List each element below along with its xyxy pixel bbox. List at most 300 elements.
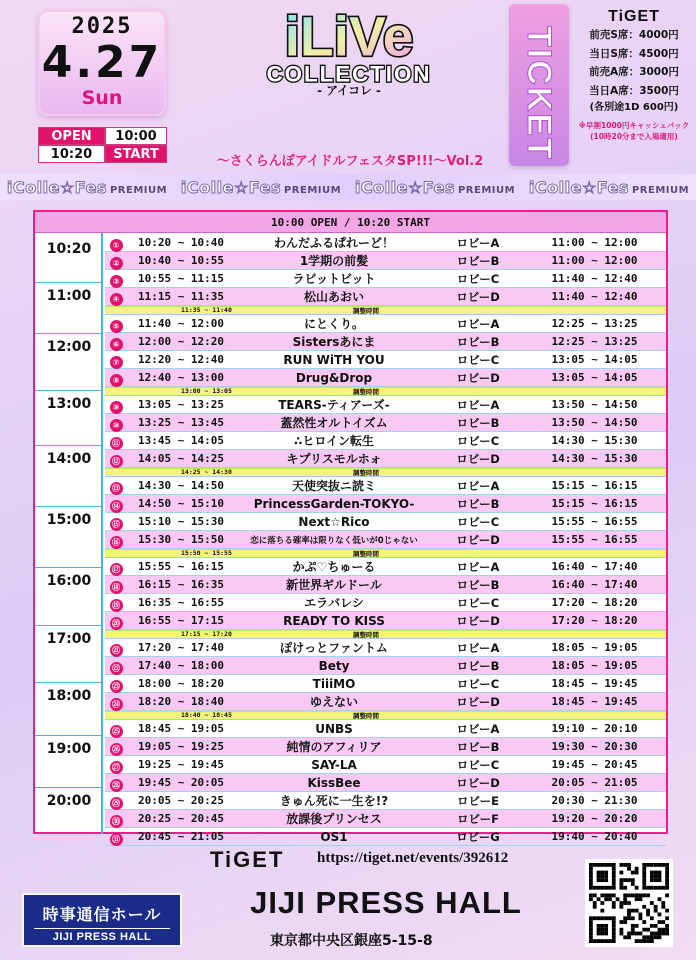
slot-number	[105, 251, 127, 270]
stage-time: 11:40 ~ 12:00	[137, 317, 225, 330]
lobby-name: ロビーC	[456, 595, 500, 610]
hour-divider	[35, 682, 103, 683]
adjustment-break	[105, 549, 666, 558]
fes-banner-logo	[355, 178, 515, 197]
lobby-name: ロビーA	[456, 235, 500, 250]
price-item: 当日S席：4500円	[589, 47, 679, 60]
table-row	[105, 792, 666, 810]
stage-time: 14:30 ~ 14:50	[137, 479, 225, 492]
lobby-name: ロビーD	[456, 613, 500, 628]
lobby-name: ロビーA	[456, 478, 500, 493]
slot-number-badge: ㉛	[110, 833, 123, 846]
artist-name: にとくり。	[303, 317, 364, 331]
break-time: 17:15 ~ 17:20	[181, 630, 232, 638]
adjustment-break	[105, 630, 666, 639]
lobby-name: ロビーB	[456, 496, 500, 511]
stage-time: 13:45 ~ 14:05	[137, 434, 225, 447]
lobby-time: 16:40 ~ 17:40	[551, 578, 638, 591]
event-weekday: Sun	[81, 87, 123, 109]
hour-label: 10:20	[46, 241, 92, 257]
lobby-time: 13:05 ~ 14:05	[551, 371, 638, 384]
event-date: 4.27	[41, 37, 163, 88]
stage-time: 19:25 ~ 19:45	[137, 758, 225, 771]
hour-label: 11:00	[46, 288, 92, 304]
hour-divider	[35, 333, 103, 334]
slot-number	[105, 656, 127, 675]
artist-name: Next☆Rico	[298, 514, 370, 529]
ticket-tab	[509, 4, 569, 166]
fes-banner-tag: PREMIUM	[457, 184, 516, 196]
lobby-name: ロビーC	[456, 676, 500, 691]
stage-time: 14:50 ~ 15:10	[137, 497, 225, 510]
slot-number	[105, 809, 127, 828]
slot-number	[105, 530, 127, 549]
lobby-time: 13:05 ~ 14:05	[551, 353, 638, 366]
lobby-time: 15:15 ~ 16:15	[551, 497, 638, 510]
table-row	[105, 513, 666, 531]
cashback-line: ※早割1000円キャッシュバック	[578, 121, 690, 130]
lobby-name: ロビーD	[456, 532, 500, 547]
lobby-name: ロビーB	[456, 739, 500, 754]
slot-number	[105, 332, 127, 351]
fes-banner-logo	[181, 178, 341, 197]
stage-time: 13:25 ~ 13:45	[137, 416, 225, 429]
drink-note: (各別途1D 600円)	[589, 102, 679, 113]
slot-number	[105, 449, 127, 468]
fes-banner-tag: PREMIUM	[283, 184, 342, 196]
lobby-name: ロビーA	[456, 559, 500, 574]
artist-name: エラバレシ	[304, 596, 364, 610]
slot-number-badge: ⑰	[110, 563, 123, 576]
table-row	[105, 810, 666, 828]
lobby-name: ロビーD	[456, 775, 500, 790]
artist-name: TEARS-ティアーズ-	[278, 398, 390, 412]
fes-banner-tag: PREMIUM	[631, 184, 690, 196]
slot-number-badge: ㉓	[110, 680, 123, 693]
tiget-brand: TiGET	[608, 8, 660, 25]
table-row	[105, 756, 666, 774]
artist-name: 蓋然性オルトイズム	[280, 416, 388, 430]
table-row	[105, 252, 666, 270]
break-label: 調整時間	[353, 550, 379, 558]
hour-divider	[35, 390, 103, 391]
slot-number-badge: ⑥	[110, 338, 123, 351]
lobby-name: ロビーB	[456, 658, 500, 673]
adjustment-break	[105, 468, 666, 477]
stage-time: 17:20 ~ 17:40	[137, 641, 225, 654]
hour-label: 13:00	[46, 396, 92, 412]
slot-number-badge: ⑮	[110, 518, 123, 531]
artist-name: UNBS	[315, 721, 353, 736]
lobby-name: ロビーD	[456, 694, 500, 709]
price-list	[574, 8, 694, 142]
artist-name: きゅん死に一生を!?	[279, 794, 389, 808]
stage-time: 19:45 ~ 20:05	[137, 776, 225, 789]
slot-number-badge: ㉖	[110, 743, 123, 756]
slot-number	[105, 755, 127, 774]
slot-number	[105, 791, 127, 810]
slot-number	[105, 413, 127, 432]
break-label: 調整時間	[353, 712, 379, 720]
table-row	[105, 477, 666, 495]
lobby-time: 15:55 ~ 16:55	[551, 533, 638, 546]
stage-time: 12:00 ~ 12:20	[137, 335, 225, 348]
lobby-time: 11:00 ~ 12:00	[551, 236, 638, 249]
lobby-name: ロビーB	[456, 415, 500, 430]
venue-logo	[22, 893, 182, 947]
artist-name: TiiiMO	[312, 676, 356, 691]
slot-number	[105, 593, 127, 612]
timetable	[33, 210, 668, 844]
artist-name: 恋に落ちる確率は限りなく低いが0じゃない	[250, 535, 418, 546]
hour-divider	[35, 625, 103, 626]
ticket-url-link[interactable]: https://tiget.net/events/392612	[317, 850, 509, 866]
venue-address: 東京都中央区銀座5-15-8	[270, 933, 433, 949]
artist-name: RUN WiTH YOU	[283, 352, 385, 367]
artist-name: ラビットビット	[292, 272, 376, 286]
slot-number-badge: ⑧	[110, 374, 123, 387]
break-time: 14:25 ~ 14:30	[181, 468, 232, 476]
slot-number-badge: ②	[110, 257, 123, 270]
artist-name: READY TO KISS	[283, 613, 385, 628]
table-row	[105, 639, 666, 657]
date-box	[38, 10, 166, 116]
lobby-name: ロビーB	[456, 577, 500, 592]
hour-divider	[35, 735, 103, 736]
hour-divider	[35, 567, 103, 568]
ilive-collection-logo	[205, 4, 493, 96]
artist-name: 新世界ギルドール	[286, 578, 382, 592]
fes-banner-strip	[0, 174, 696, 200]
table-row	[105, 531, 666, 549]
stage-time: 12:20 ~ 12:40	[137, 353, 225, 366]
table-row	[105, 396, 666, 414]
stage-time: 10:40 ~ 10:55	[137, 254, 225, 267]
slot-number-badge: ⑫	[110, 455, 123, 468]
ticket-tab-label: TICKET	[520, 26, 558, 161]
slot-number	[105, 269, 127, 288]
hour-label: 20:00	[46, 793, 92, 809]
hour-label: 18:00	[46, 688, 92, 704]
artist-name: 1学期の前髪	[299, 254, 369, 268]
slot-number-badge: ③	[110, 275, 123, 288]
slot-number	[105, 575, 127, 594]
footer-tiget-brand: TiGET	[210, 847, 285, 872]
slot-number	[105, 431, 127, 450]
hour-label: 17:00	[46, 631, 92, 647]
hour-divider	[35, 445, 103, 446]
artist-name: Drug&Drop	[295, 370, 373, 385]
lobby-time: 13:50 ~ 14:50	[551, 398, 638, 411]
slot-number	[105, 494, 127, 513]
table-row	[105, 432, 666, 450]
table-row	[105, 720, 666, 738]
lobby-time: 19:40 ~ 20:40	[551, 830, 638, 843]
slot-number-badge: ㉘	[110, 779, 123, 792]
table-row	[105, 558, 666, 576]
stage-time: 10:20 ~ 10:40	[137, 236, 225, 249]
stage-time: 15:30 ~ 15:50	[137, 533, 225, 546]
slot-number-badge: ㉙	[110, 797, 123, 810]
slot-number-badge: ㉔	[110, 698, 123, 711]
stage-time: 18:00 ~ 18:20	[137, 677, 225, 690]
stage-time: 16:35 ~ 16:55	[137, 596, 225, 609]
artist-name: Bety	[318, 658, 350, 673]
slot-number-badge: ⑨	[110, 401, 123, 414]
stage-time: 18:20 ~ 18:40	[137, 695, 225, 708]
open-time: 10:00	[105, 127, 167, 145]
lobby-time: 19:30 ~ 20:30	[551, 740, 638, 753]
table-row	[105, 369, 666, 387]
adjustment-break	[105, 711, 666, 720]
slot-number	[105, 395, 127, 414]
lobby-name: ロビーF	[457, 811, 499, 826]
hour-label: 16:00	[46, 573, 92, 589]
slot-number-badge: ⑤	[110, 320, 123, 333]
lobby-name: ロビーD	[456, 370, 500, 385]
logo-aikore-text: - アイコレ -	[317, 83, 381, 98]
fes-banner-logo	[529, 178, 689, 197]
table-row	[105, 738, 666, 756]
artist-name: ゆえない	[309, 695, 358, 709]
slot-number-badge: ④	[110, 293, 123, 306]
break-label: 調整時間	[353, 631, 379, 639]
artist-name: 純情のアフィリア	[286, 740, 382, 754]
slot-number-badge: ㉑	[110, 644, 123, 657]
lobby-name: ロビーE	[457, 793, 499, 808]
lobby-name: ロビーC	[456, 352, 500, 367]
lobby-time: 18:05 ~ 19:05	[551, 641, 638, 654]
stage-time: 17:40 ~ 18:00	[137, 659, 225, 672]
lobby-time: 19:10 ~ 20:10	[551, 722, 638, 735]
stage-time: 15:55 ~ 16:15	[137, 560, 225, 573]
table-row	[105, 495, 666, 513]
slot-number	[105, 368, 127, 387]
lobby-time: 18:45 ~ 19:45	[551, 695, 638, 708]
break-time: 15:50 ~ 15:55	[181, 549, 232, 557]
lobby-name: ロビーC	[456, 271, 500, 286]
table-row	[105, 693, 666, 711]
table-row	[105, 675, 666, 693]
table-row	[105, 450, 666, 468]
hour-divider	[35, 282, 103, 283]
table-row	[105, 594, 666, 612]
fes-banner-logo-text: iColle☆Fes	[528, 177, 629, 197]
lobby-name: ロビーC	[456, 433, 500, 448]
lobby-name: ロビーC	[456, 757, 500, 772]
slot-number-badge: ⑪	[110, 437, 123, 450]
lobby-time: 17:20 ~ 18:20	[551, 614, 638, 627]
lobby-time: 20:05 ~ 21:05	[551, 776, 638, 789]
slot-number-badge: ⑦	[110, 356, 123, 369]
hour-label: 12:00	[46, 339, 92, 355]
table-row	[105, 612, 666, 630]
slot-number-badge: ⑭	[110, 500, 123, 513]
event-year: 2025	[71, 14, 133, 39]
stage-time: 18:45 ~ 19:05	[137, 722, 225, 735]
price-item: 前売S席：4000円	[589, 29, 679, 41]
slot-number-badge: ⑲	[110, 599, 123, 612]
timetable-header: 10:00 OPEN / 10:20 START	[35, 212, 666, 233]
stage-time: 10:55 ~ 11:15	[137, 272, 225, 285]
break-time: 18:40 ~ 18:45	[181, 711, 232, 719]
break-label: 調整時間	[353, 469, 379, 477]
price-item: 当日A席：3500円	[589, 84, 679, 97]
lobby-time: 17:20 ~ 18:20	[551, 596, 638, 609]
lobby-time: 15:15 ~ 16:15	[551, 479, 638, 492]
artist-name: わんだふるぱれーど！	[273, 236, 394, 250]
table-row	[105, 351, 666, 369]
stage-time: 12:40 ~ 13:00	[137, 371, 225, 384]
table-row	[105, 270, 666, 288]
hour-label: 15:00	[46, 512, 92, 528]
lobby-time: 14:30 ~ 15:30	[551, 434, 638, 447]
lobby-time: 11:00 ~ 12:00	[551, 254, 638, 267]
slot-number-badge: ㉒	[110, 662, 123, 675]
lobby-time: 20:30 ~ 21:30	[551, 794, 638, 807]
stage-time: 20:05 ~ 20:25	[137, 794, 225, 807]
lobby-name: ロビーB	[456, 334, 500, 349]
slot-number	[105, 638, 127, 657]
fes-banner-logo-text: iColle☆Fes	[180, 177, 281, 197]
start-label: START	[105, 145, 167, 163]
price-item: 前売A席：3000円	[589, 66, 679, 78]
lobby-time: 12:25 ~ 13:25	[551, 317, 638, 330]
logo-ilive-text: iLiVe	[284, 5, 414, 68]
artist-name: キプリスモルホォ	[286, 452, 382, 466]
slot-number	[105, 674, 127, 693]
slot-number	[105, 476, 127, 495]
lobby-time: 12:25 ~ 13:25	[551, 335, 638, 348]
hour-label: 19:00	[46, 741, 92, 757]
fes-banner-logo	[7, 178, 167, 197]
slot-number-badge: ①	[110, 239, 123, 252]
venue-logo-jp: 時事通信ホール	[42, 905, 162, 924]
lobby-name: ロビーC	[456, 514, 500, 529]
slot-number	[105, 611, 127, 630]
slot-number-badge: ⑳	[110, 617, 123, 630]
slot-number	[105, 512, 127, 531]
lobby-name: ロビーA	[456, 721, 500, 736]
stage-time: 15:10 ~ 15:30	[137, 515, 225, 528]
artist-name: Sistersあにま	[292, 335, 376, 349]
artist-name: PrincessGarden-TOKYO-	[253, 496, 415, 511]
stage-time: 14:05 ~ 14:25	[137, 452, 225, 465]
table-row	[105, 657, 666, 675]
lobby-time: 11:40 ~ 12:40	[551, 272, 638, 285]
artist-name: OS1	[320, 829, 348, 844]
hour-column	[35, 233, 103, 834]
hour-label: 14:00	[46, 451, 92, 467]
slot-number	[105, 314, 127, 333]
stage-time: 16:55 ~ 17:15	[137, 614, 225, 627]
qr-code-icon[interactable]	[585, 859, 673, 947]
slot-number	[105, 692, 127, 711]
fes-banner-logo-text: iColle☆Fes	[354, 177, 455, 197]
stage-time: 20:25 ~ 20:45	[137, 812, 225, 825]
slot-number	[105, 737, 127, 756]
hour-divider	[35, 506, 103, 507]
lobby-name: ロビーB	[456, 253, 500, 268]
slot-number	[105, 350, 127, 369]
artist-name: 天使突抜ニ読ミ	[291, 479, 376, 493]
slot-number	[105, 233, 127, 252]
lobby-time: 18:45 ~ 19:45	[551, 677, 638, 690]
event-subtitle: 〜さくらんぼアイドルフェスタSP!!!〜Vol.2	[216, 154, 484, 169]
lobby-time: 19:45 ~ 20:45	[551, 758, 638, 771]
table-row	[105, 828, 666, 846]
lobby-time: 14:30 ~ 15:30	[551, 452, 638, 465]
adjustment-break	[105, 387, 666, 396]
lobby-time: 16:40 ~ 17:40	[551, 560, 638, 573]
table-row	[105, 234, 666, 252]
lobby-name: ロビーD	[456, 451, 500, 466]
venue-logo-en: JIJI PRESS HALL	[34, 928, 170, 943]
slot-number-badge: ㉚	[110, 815, 123, 828]
lobby-time: 11:40 ~ 12:40	[551, 290, 638, 303]
stage-time: 11:15 ~ 11:35	[137, 290, 225, 303]
slot-number-badge: ⑩	[110, 419, 123, 432]
artist-name: 放課後プリンセス	[286, 812, 382, 826]
stage-time: 20:45 ~ 21:05	[137, 830, 225, 843]
fes-banner-logo-text: iColle☆Fes	[6, 177, 107, 197]
logo-collection-text: COLLECTION	[266, 61, 432, 87]
stage-time: 19:05 ~ 19:25	[137, 740, 225, 753]
slot-number-badge: ⑯	[110, 536, 123, 549]
break-time: 11:35 ~ 11:40	[181, 306, 232, 314]
slot-number	[105, 287, 127, 306]
lobby-name: ロビーA	[456, 640, 500, 655]
slot-number-badge: ⑱	[110, 581, 123, 594]
artist-name: かぷ♡ちゅーる	[292, 560, 376, 574]
artist-name: SAY-LA	[311, 757, 357, 772]
fes-banner-tag: PREMIUM	[109, 184, 168, 196]
break-time: 13:00 ~ 13:05	[181, 387, 232, 395]
break-label: 調整時間	[353, 388, 379, 396]
table-row	[105, 333, 666, 351]
lobby-name: ロビーG	[456, 829, 500, 844]
artist-name: 松山あおい	[303, 290, 364, 304]
lobby-time: 19:20 ~ 20:20	[551, 812, 638, 825]
lobby-name: ロビーA	[456, 397, 500, 412]
slot-number-badge: ⑬	[110, 482, 123, 495]
slot-number	[105, 827, 127, 846]
table-row	[105, 288, 666, 306]
slot-number-badge: ㉗	[110, 761, 123, 774]
cashback-note	[574, 120, 694, 142]
lobby-time: 15:55 ~ 16:55	[551, 515, 638, 528]
slot-number	[105, 773, 127, 792]
table-row	[105, 414, 666, 432]
table-row	[105, 774, 666, 792]
slot-number-badge: ㉕	[110, 725, 123, 738]
stage-time: 16:15 ~ 16:35	[137, 578, 225, 591]
artist-name: KissBee	[307, 775, 361, 790]
lobby-name: ロビーD	[456, 289, 500, 304]
lobby-name: ロビーA	[456, 316, 500, 331]
hour-divider	[35, 787, 103, 788]
lobby-time: 13:50 ~ 14:50	[551, 416, 638, 429]
cashback-line: (10時20分まで入場適用)	[590, 132, 678, 141]
slot-number	[105, 719, 127, 738]
artist-name: ぽけっとファントム	[280, 641, 388, 655]
artist-name: ∴ヒロイン転生	[294, 434, 374, 448]
venue-name: JIJI PRESS HALL	[250, 885, 522, 920]
start-time: 10:20	[38, 145, 105, 163]
open-label: OPEN	[38, 127, 105, 145]
adjustment-break	[105, 306, 666, 315]
slot-number	[105, 557, 127, 576]
